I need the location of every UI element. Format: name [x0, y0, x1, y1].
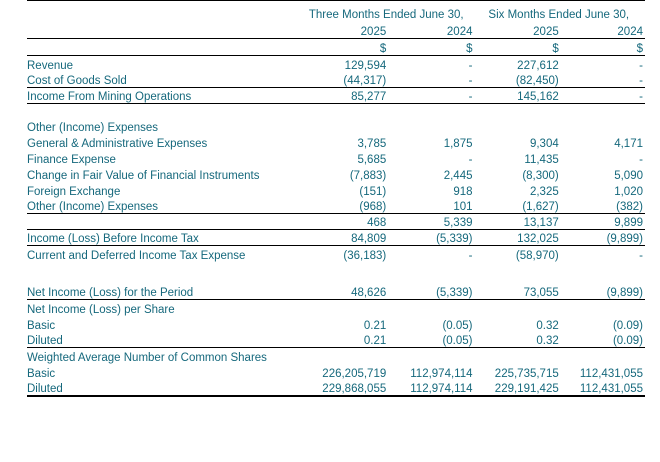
table-row-foreign-exchange: [27, 182, 645, 198]
header-group-three-months: Three Months Ended June 30,: [300, 1, 473, 21]
cell-fairvalue-c4: 5,090: [614, 169, 643, 182]
header-year-row: [27, 21, 645, 39]
table-row-general-administrative-expenses: [27, 134, 645, 150]
cell-mining-income-c3: 145,162: [473, 88, 559, 104]
cell-fx-c3: 2,325: [529, 185, 559, 198]
row-label-net-income-per-share-header: Net Income (Loss) per Share: [27, 303, 175, 316]
cell-cogs-c3: (82,450): [473, 72, 559, 88]
table-row-finance-expense: [27, 150, 645, 166]
cell-mining-income-c1: 85,277: [300, 88, 386, 104]
table-row-income-from-mining-operations: [27, 88, 645, 104]
table-row-eps-basic: [27, 316, 645, 332]
cell-eps-header-c4: [559, 300, 645, 316]
cell-eps-basic-c4: (0.09): [612, 319, 643, 332]
spacer-row-1: [27, 104, 645, 118]
cell-shares-diluted-c1: 229,868,055: [300, 380, 386, 396]
cell-cogs-c4: -: [559, 72, 645, 88]
cell-pretax-c2: (5,339): [386, 230, 472, 246]
cell-oie-c3: (1,627): [473, 198, 559, 214]
cell-fx-c2: 918: [453, 185, 473, 198]
cell-cogs-c2: -: [386, 72, 472, 88]
cell-fx-c1: (151): [359, 185, 387, 198]
cell-ga-c1: 3,785: [357, 137, 387, 150]
table-row-shares-diluted: [27, 380, 645, 396]
cell-subtotal-c4: 9,899: [559, 214, 645, 230]
row-label-eps-basic: Basic: [27, 319, 56, 332]
header-year-h1-2025: 2025: [473, 21, 559, 39]
cell-shares-diluted-c4: 112,431,055: [559, 380, 645, 396]
cell-was-header-c2: [386, 348, 472, 364]
table-row-other-expenses-subtotal: [27, 214, 645, 230]
financial-statement: [27, 0, 645, 397]
row-label-other-income-expenses-header: Other (Income) Expenses: [27, 121, 159, 134]
cell-netincome-c3: 73,055: [473, 284, 559, 300]
row-label-other-expenses-subtotal: [27, 214, 300, 230]
cell-ga-c4: 4,171: [614, 137, 643, 150]
cell-fx-c4: 1,020: [614, 185, 643, 198]
cell-pretax-c4: (9,899): [559, 230, 645, 246]
income-statement-table: [27, 0, 645, 397]
cell-eps-diluted-c1: 0.21: [300, 332, 386, 348]
cell-oie-header-c1: [300, 118, 386, 134]
cell-was-header-c1: [300, 348, 386, 364]
cell-ga-c2: 1,875: [443, 137, 473, 150]
header-blank-cell-3: [27, 39, 300, 56]
currency-symbol-4: $: [559, 39, 645, 56]
table-row-current-deferred-income-tax: [27, 246, 645, 262]
header-blank-cell: [27, 1, 300, 21]
row-label-income-before-income-tax: Income (Loss) Before Income Tax: [27, 230, 300, 246]
row-label-weighted-average-shares-header: Weighted Average Number of Common Shares: [27, 351, 267, 364]
cell-eps-header-c2: [386, 300, 472, 316]
table-row-weighted-average-shares-header: [27, 348, 645, 364]
row-label-eps-diluted: Diluted: [27, 332, 300, 348]
cell-eps-diluted-c2: (0.05): [386, 332, 472, 348]
row-label-shares-diluted: Diluted: [27, 380, 300, 396]
cell-shares-basic-c3: 225,735,715: [494, 367, 559, 380]
cell-revenue-c3: 227,612: [517, 59, 559, 72]
cell-oie-header-c4: [559, 118, 645, 134]
table-row-revenue: [27, 56, 645, 72]
cell-mining-income-c2: -: [386, 88, 472, 104]
table-row-other-income-expenses-header: [27, 118, 645, 134]
cell-was-header-c3: [473, 348, 559, 364]
cell-oie-c1: (968): [300, 198, 386, 214]
cell-fairvalue-c3: (8,300): [522, 169, 559, 182]
currency-symbol-2: $: [386, 39, 472, 56]
row-label-general-administrative-expenses: General & Administrative Expenses: [27, 137, 208, 150]
cell-eps-header-c1: [300, 300, 386, 316]
header-currency-row: [27, 39, 645, 56]
cell-subtotal-c2: 5,339: [386, 214, 472, 230]
header-group-six-months: Six Months Ended June 30,: [473, 1, 646, 21]
row-label-current-deferred-income-tax: Current and Deferred Income Tax Expense: [27, 249, 246, 262]
cell-cogs-c1: (44,317): [300, 72, 386, 88]
cell-oie-c4: (382): [559, 198, 645, 214]
cell-shares-basic-c4: 112,431,055: [579, 367, 643, 380]
cell-eps-basic-c1: 0.21: [363, 319, 387, 332]
cell-shares-basic-c2: 112,974,114: [410, 367, 473, 380]
cell-finance-c4: -: [639, 153, 643, 166]
table-row-cost-of-goods-sold: [27, 72, 645, 88]
cell-subtotal-c3: 13,137: [473, 214, 559, 230]
cell-finance-c1: 5,685: [357, 153, 387, 166]
header-year-h1-2024: 2024: [559, 21, 645, 39]
row-label-income-from-mining-operations: Income From Mining Operations: [27, 88, 300, 104]
header-group-row: [27, 1, 645, 21]
row-label-finance-expense: Finance Expense: [27, 153, 116, 166]
cell-netincome-c2: (5,339): [386, 284, 472, 300]
currency-symbol-3: $: [473, 39, 559, 56]
cell-tax-c4: -: [639, 249, 643, 262]
header-year-q2-2025: 2025: [300, 21, 386, 39]
cell-revenue-c2: -: [468, 59, 473, 72]
row-label-other-income-expenses-item: Other (Income) Expenses: [27, 198, 300, 214]
row-label-net-income-for-period: Net Income (Loss) for the Period: [27, 284, 300, 300]
row-label-revenue: Revenue: [27, 59, 74, 72]
currency-symbol-1: $: [300, 39, 386, 56]
table-row-eps-diluted: [27, 332, 645, 348]
cell-eps-header-c3: [473, 300, 559, 316]
cell-pretax-c1: 84,809: [300, 230, 386, 246]
cell-tax-c3: (58,970): [515, 249, 559, 262]
header-blank-cell-2: [27, 21, 300, 39]
cell-fairvalue-c2: 2,445: [443, 169, 473, 182]
cell-eps-diluted-c3: 0.32: [473, 332, 559, 348]
row-label-shares-basic: Basic: [27, 367, 56, 380]
cell-oie-c2: 101: [386, 198, 472, 214]
header-year-q2-2024: 2024: [386, 21, 472, 39]
cell-eps-basic-c3: 0.32: [536, 319, 559, 332]
table-row-shares-basic: [27, 364, 645, 380]
spacer-row-2: [27, 262, 645, 284]
cell-pretax-c3: 132,025: [473, 230, 559, 246]
cell-mining-income-c4: -: [559, 88, 645, 104]
cell-tax-c2: -: [468, 249, 473, 262]
cell-revenue-c1: 129,594: [344, 59, 387, 72]
cell-netincome-c1: 48,626: [300, 284, 386, 300]
cell-finance-c3: 11,435: [524, 153, 559, 166]
row-label-change-fair-value: Change in Fair Value of Financial Instruments: [27, 169, 260, 182]
row-label-foreign-exchange: Foreign Exchange: [27, 185, 121, 198]
cell-oie-header-c3: [473, 118, 559, 134]
cell-shares-basic-c1: 226,205,719: [322, 367, 387, 380]
cell-ga-c3: 9,304: [529, 137, 559, 150]
cell-eps-diluted-c4: (0.09): [559, 332, 645, 348]
cell-was-header-c4: [559, 348, 645, 364]
cell-netincome-c4: (9,899): [559, 284, 645, 300]
cell-eps-basic-c2: (0.05): [442, 319, 473, 332]
cell-revenue-c4: -: [639, 59, 643, 72]
row-label-cost-of-goods-sold: Cost of Goods Sold: [27, 72, 300, 88]
table-row-net-income-for-period: [27, 284, 645, 300]
cell-oie-header-c2: [386, 118, 472, 134]
cell-finance-c2: -: [468, 153, 473, 166]
cell-fairvalue-c1: (7,883): [349, 169, 387, 182]
table-row-change-fair-value: [27, 166, 645, 182]
cell-shares-diluted-c2: 112,974,114: [386, 380, 472, 396]
cell-shares-diluted-c3: 229,191,425: [473, 380, 559, 396]
table-row-income-before-income-tax: [27, 230, 645, 246]
cell-tax-c1: (36,183): [343, 249, 387, 262]
cell-subtotal-c1: 468: [300, 214, 386, 230]
table-row-other-income-expenses-item: [27, 198, 645, 214]
table-row-net-income-per-share-header: [27, 300, 645, 316]
